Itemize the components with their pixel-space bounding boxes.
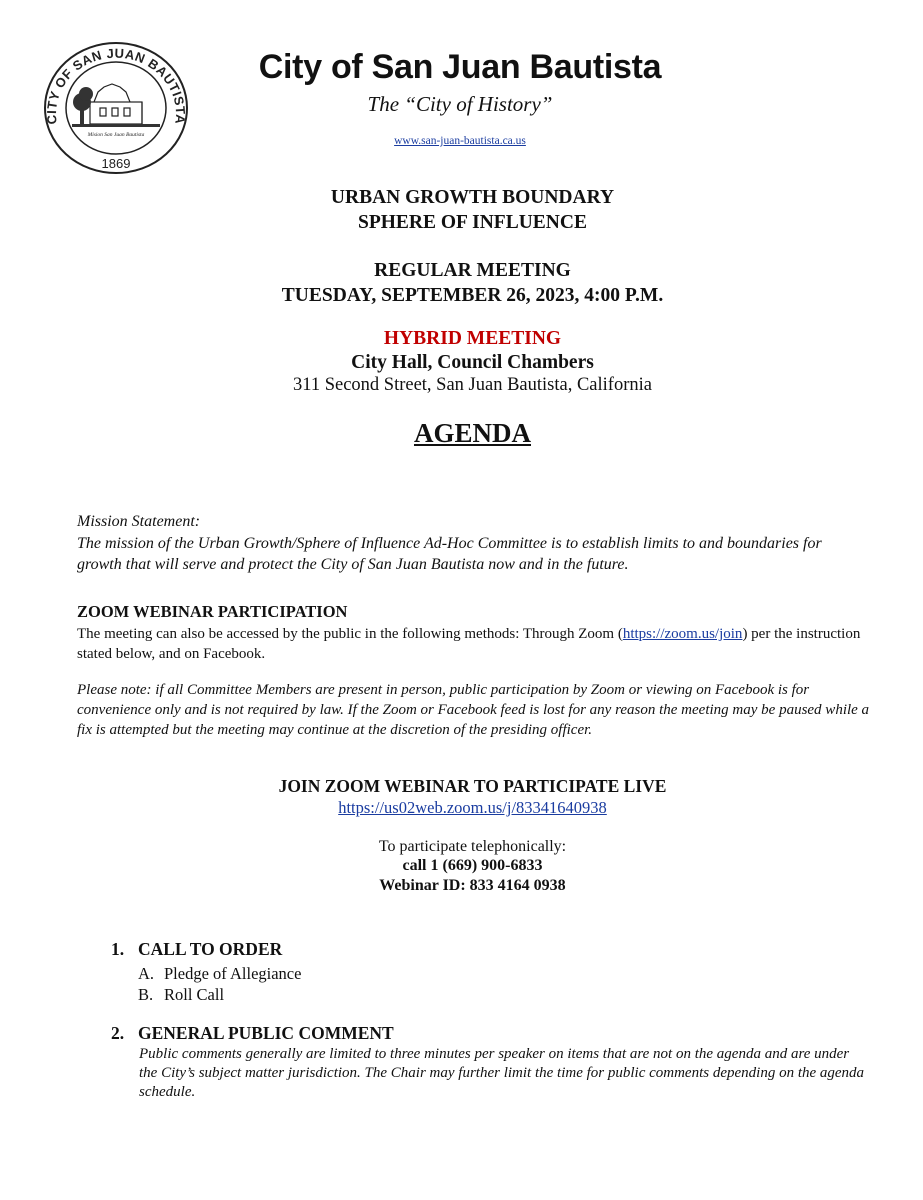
- meeting-format: HYBRID MEETING: [383, 328, 562, 349]
- agenda-subitem-roll-call: B. Roll Call: [138, 985, 225, 1004]
- join-webinar-heading: JOIN ZOOM WEBINAR TO PARTICIPATE LIVE: [278, 776, 667, 796]
- agenda-item-public-comment: 2. GENERAL PUBLIC COMMENT: [111, 1023, 394, 1043]
- website-link[interactable]: www.san-juan-bautista.ca.us: [394, 135, 526, 147]
- svg-text:CITY OF SAN JUAN BAUTISTA: CITY OF SAN JUAN BAUTISTA: [43, 45, 189, 126]
- mission-statement-label: Mission Statement:: [77, 513, 201, 530]
- city-name-heading: City of San Juan Bautista: [258, 48, 662, 86]
- phone-number: call 1 (669) 900-6833: [402, 857, 543, 874]
- meeting-type: REGULAR MEETING: [374, 260, 571, 281]
- meeting-datetime: TUESDAY, SEPTEMBER 26, 2023, 4:00 P.M.: [281, 285, 664, 306]
- webinar-link: https://us02web.zoom.us/j/83341640938: [338, 798, 607, 817]
- public-comment-text: Public comments generally are limited to three minutes per speaker on items that are not on the agenda and are under the City’s subject matter jurisdiction. The Chair may further limit the time for public comments depending on the agenda schedule.: [139, 1046, 865, 1100]
- svg-text:1869: 1869: [101, 156, 131, 171]
- agenda-item-call-to-order: 1. CALL TO ORDER: [111, 939, 283, 959]
- meeting-address: 311 Second Street, San Juan Bautista, California: [293, 375, 652, 395]
- zoom-participation-text: The meeting can also be accessed by the public in the following methods: Through Zoom (https://zoom.us/join) per the instruction stated below, and on Facebook.: [77, 626, 861, 662]
- webinar-id: Webinar ID: 833 4164 0938: [379, 877, 566, 894]
- phone-intro: To participate telephonically:: [378, 838, 567, 855]
- mission-statement-text: The mission of the Urban Growth/Sphere of Influence Ad-Hoc Committee is to establish limits to and boundaries for growth that will serve and protect the City of San Juan Bautista now and in the future.: [77, 535, 822, 573]
- committee-name-line1: URBAN GROWTH BOUNDARY: [330, 187, 615, 208]
- svg-text:Mision San Juan Bautista: Mision San Juan Bautista: [87, 132, 145, 138]
- agenda-subitem-pledge: A. Pledge of Allegiance: [138, 964, 302, 983]
- committee-name-line2: SPHERE OF INFLUENCE: [358, 212, 587, 233]
- city-tagline: The “City of History”: [367, 92, 553, 116]
- participation-note: Please note: if all Committee Members are present in person, public participation by Zoom or viewing on Facebook is for convenience only and is not required by law. If the Zoom or Facebook feed is lost for any reason the meeting may be paused while a fix is attempted but the meeting may continue at the discretion of the presiding officer.: [77, 682, 870, 738]
- city-seal-logo: [42, 40, 190, 176]
- agenda-title: AGENDA: [413, 418, 531, 448]
- meeting-venue: City Hall, Council Chambers: [351, 352, 594, 373]
- zoom-participation-heading: ZOOM WEBINAR PARTICIPATION: [77, 602, 348, 621]
- zoom-join-link[interactable]: https://zoom.us/join: [622, 626, 743, 642]
